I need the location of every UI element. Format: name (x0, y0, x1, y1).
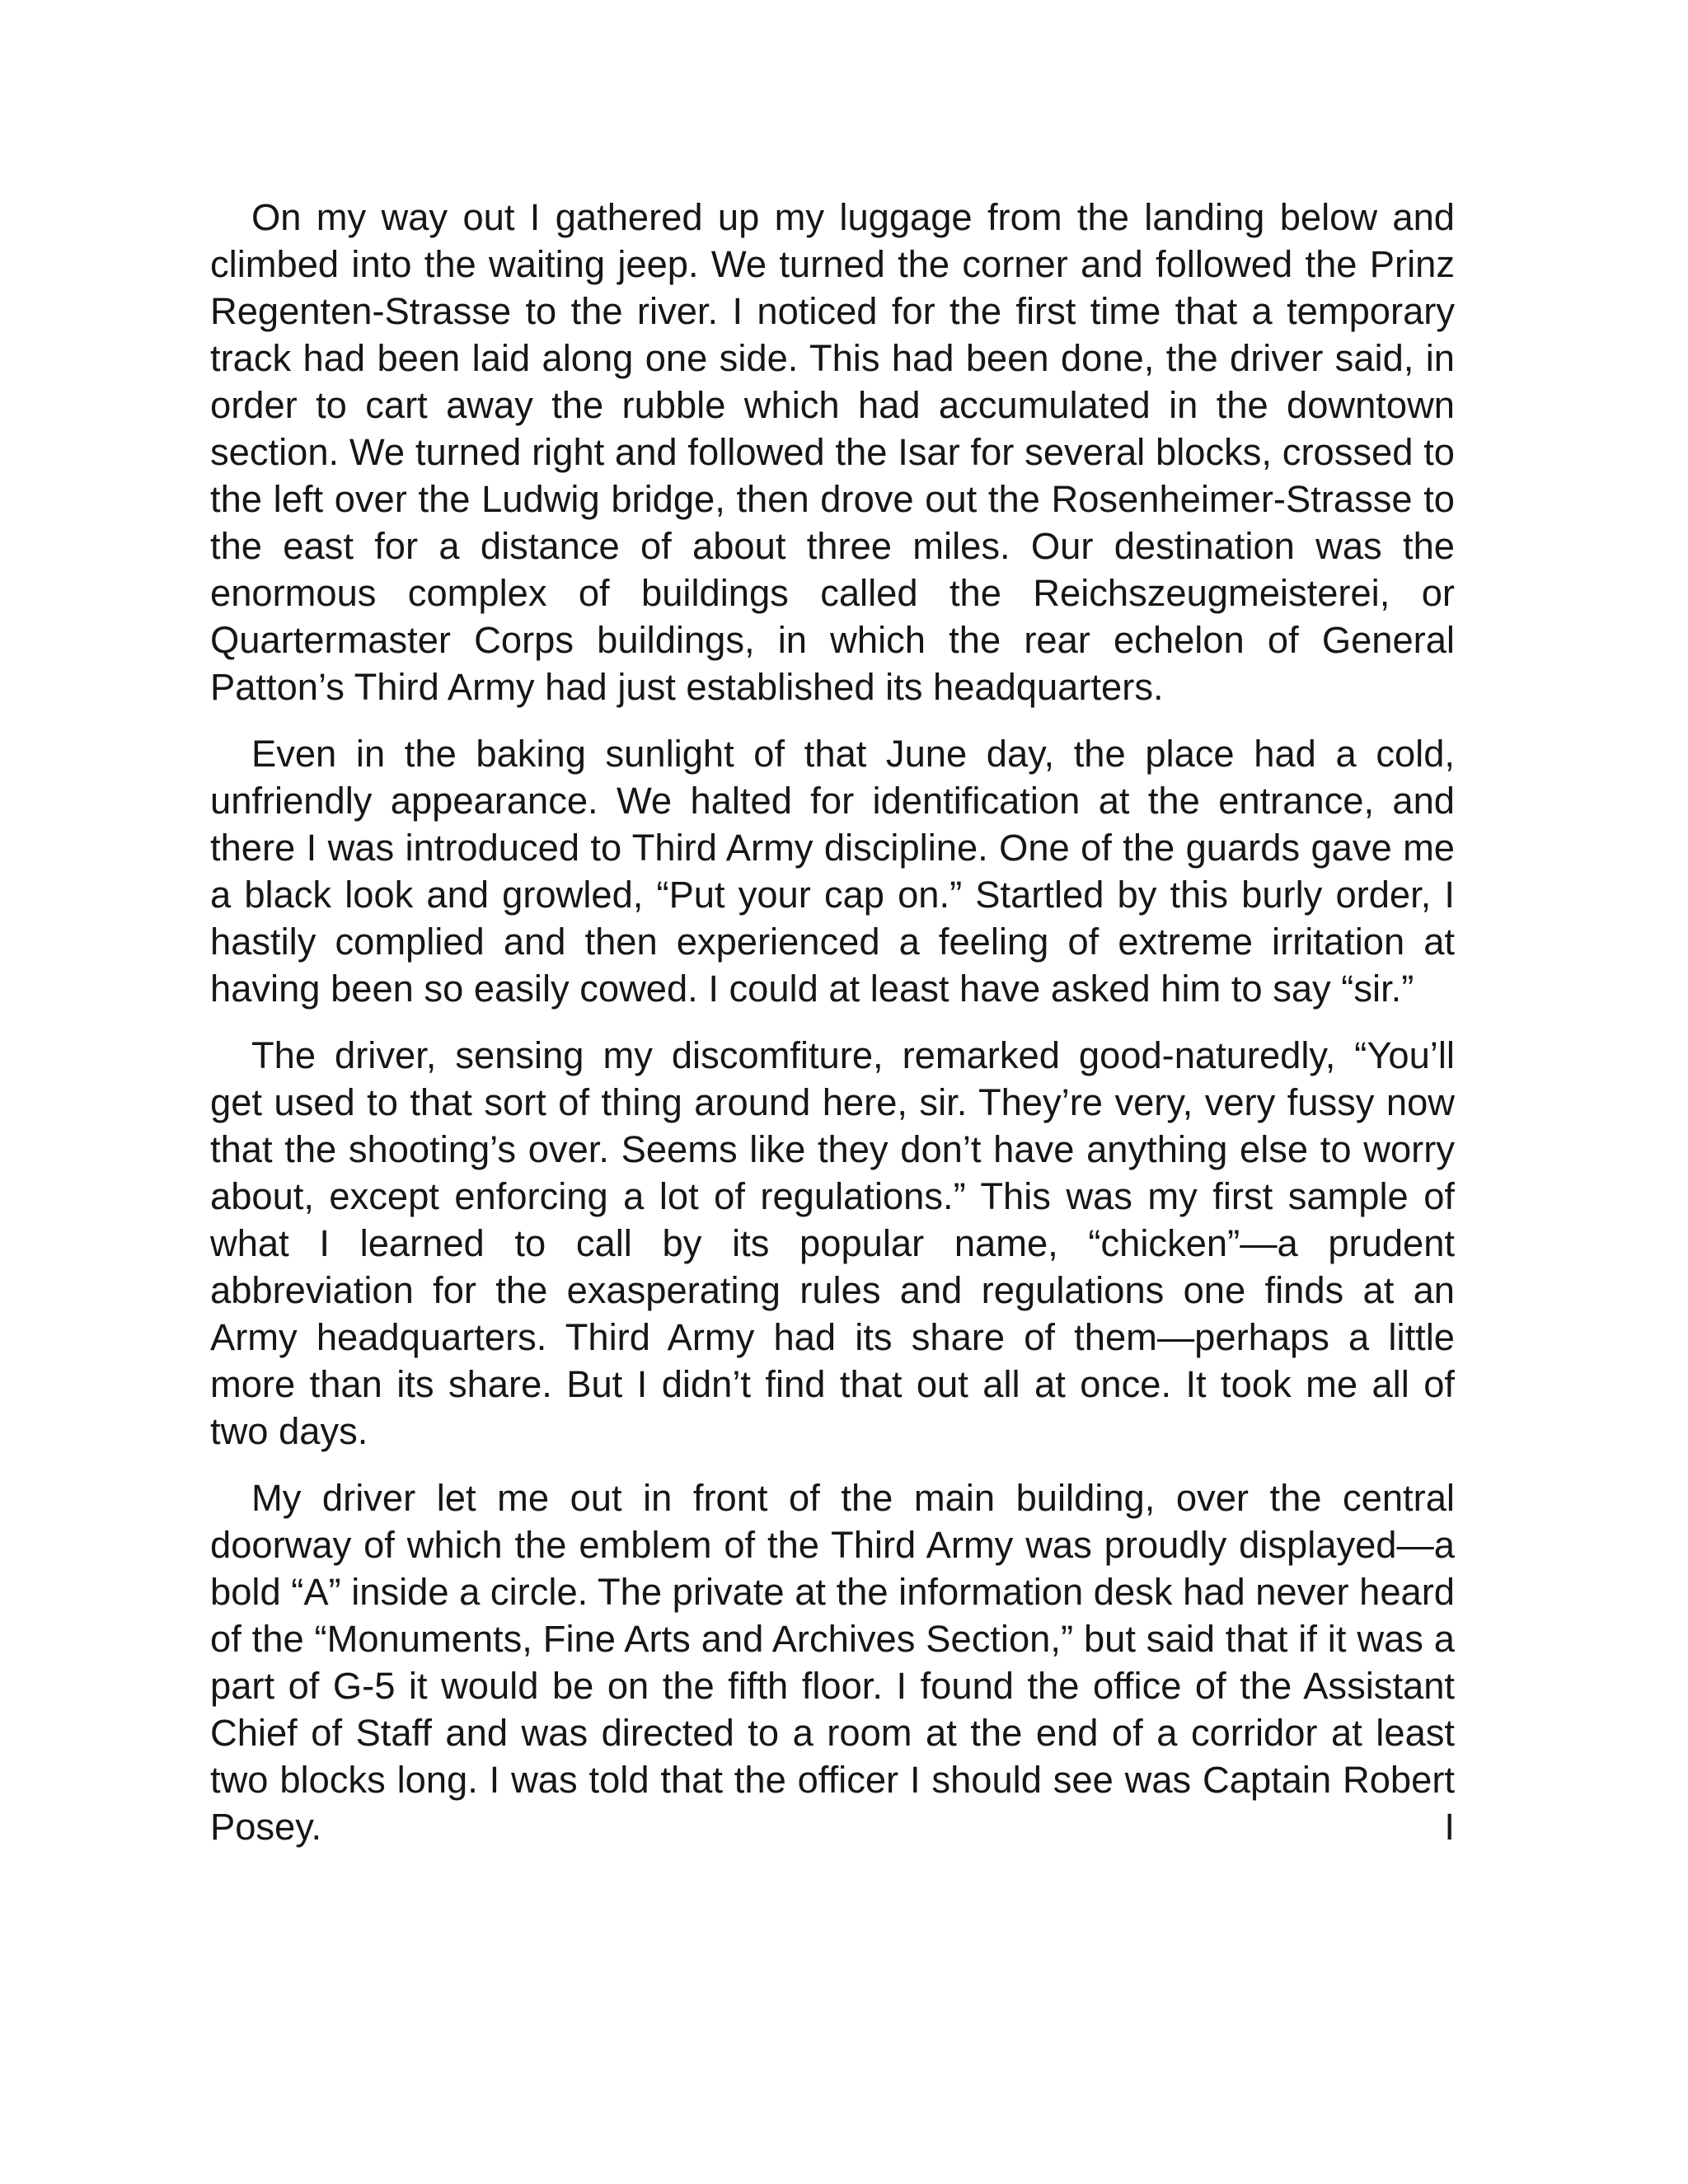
paragraph-2: Even in the baking sunlight of that June day, the place had a cold, unfriendly appearance. We halted for identification at the entrance, and there I was introduced to Third Army discipline. One of the guards gave me a black look and growled, “Put your cap on.” Startled by this burly order, I hastily complied and then experienced a feeling of extreme irritation at having been so easily cowed. I could at least have asked him to say “sir.” (210, 733, 1455, 1010)
paragraph-4: My driver let me out in front of the main building, over the central doorway of which the emblem of the Third Army was proudly displayed—a bold “A” inside a circle. The private at the information desk had never heard of the “Monuments, Fine Arts and Archives Section,” but said that if it was a part of G-5 it would be on the fifth floor. I found the office of the Assistant Chief of Staff and was directed to a room at the end of a corridor at least two blocks long. I was told that the officer I should see was Captain Robert Posey. I (210, 1477, 1455, 1848)
document-page (210, 194, 1455, 1870)
paragraph-1: On my way out I gathered up my luggage from the landing below and climbed into the waiting jeep. We turned the corner and followed the Prinz Regenten-Strasse to the river. I noticed for the first time that a temporary track had been laid along one side. This had been done, the driver said, in order to cart away the rubble which had accumulated in the downtown section. We turned right and followed the Isar for several blocks, crossed to the left over the Ludwig bridge, then drove out the Rosenheimer-Strasse to the east for a distance of about three miles. Our destination was the enormous complex of buildings called the Reichszeugmeisterei, or Quartermaster Corps buildings, in which the rear echelon of General Patton’s Third Army had just established its headquarters. (210, 196, 1455, 708)
paragraph-3: The driver, sensing my discomfiture, remarked good-naturedly, “You’ll get used to that sort of thing around here, sir. They’re very, very fussy now that the shooting’s over. Seems like they don’t have anything else to worry about, except enforcing a lot of regulations.” This was my first sample of what I learned to call by its popular name, “chicken”—a prudent abbreviation for the exasperating rules and regulations one finds at an Army headquarters. Third Army had its share of them—perhaps a little more than its share. But I didn’t find that out all at once. It took me all of two days. (210, 1034, 1455, 1452)
